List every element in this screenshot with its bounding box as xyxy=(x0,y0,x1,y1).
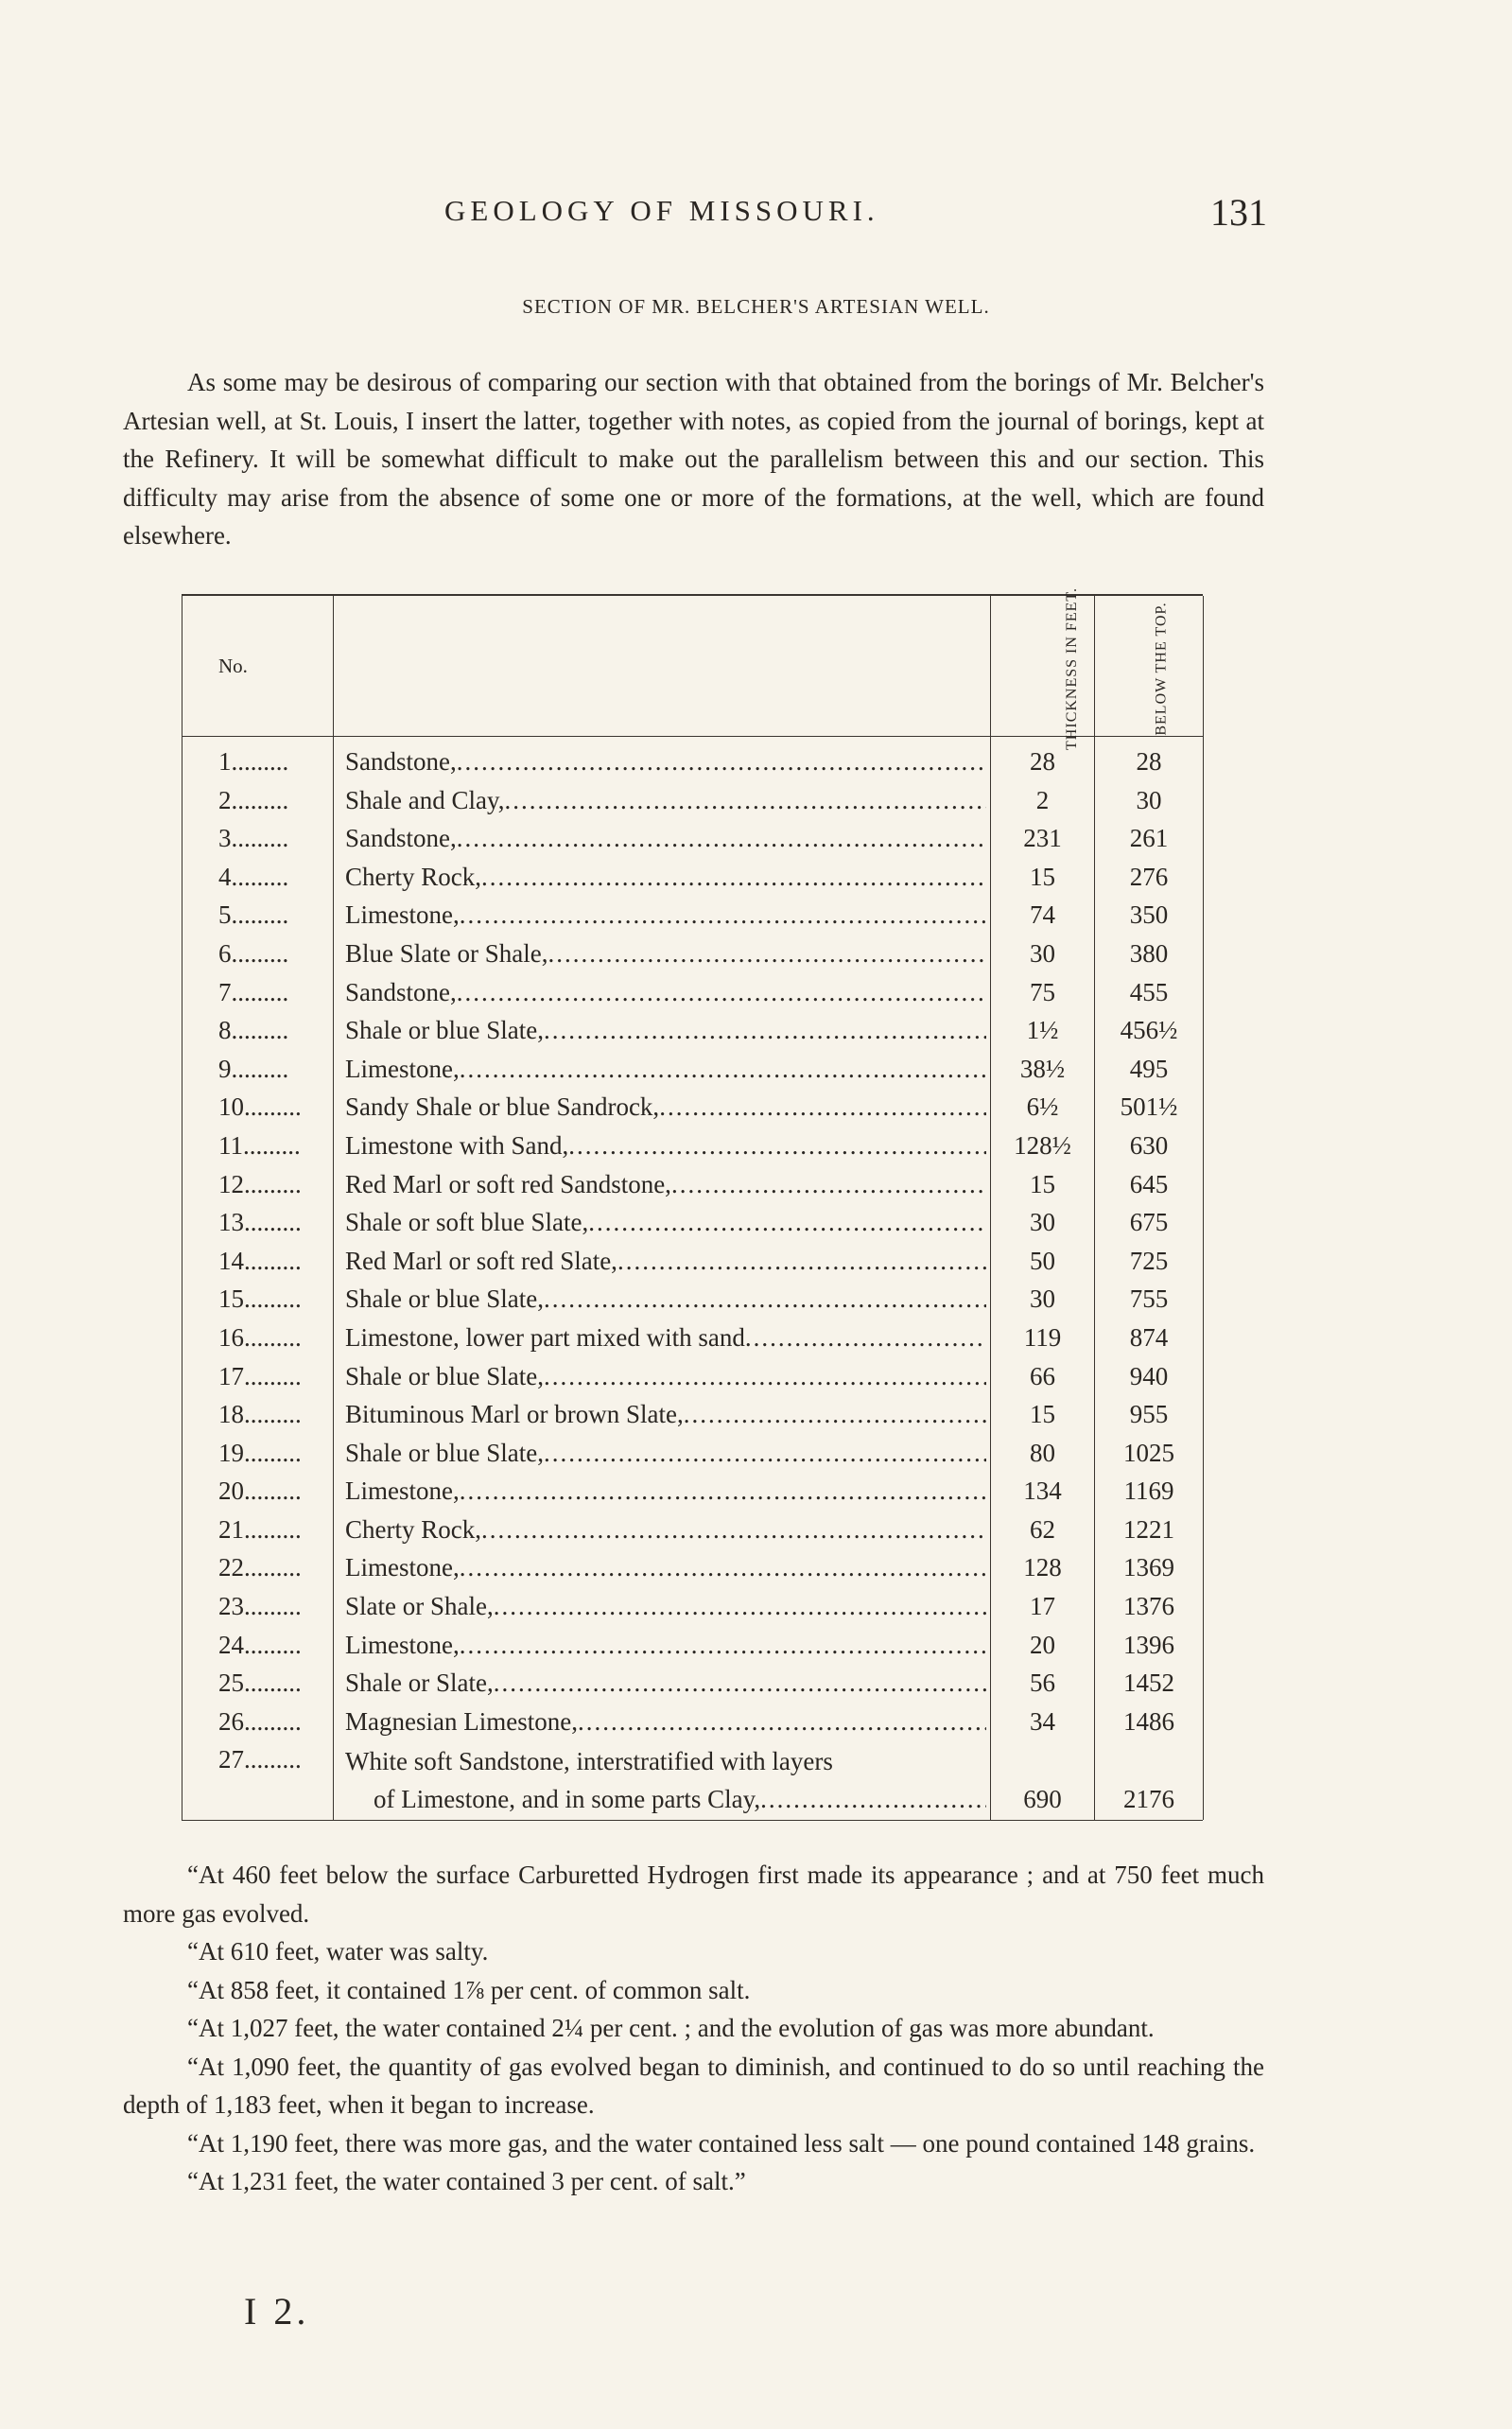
row-formation xyxy=(334,858,991,897)
row-number: 13......... xyxy=(182,1203,334,1242)
formation-label: Shale or soft blue Slate, xyxy=(345,1208,589,1237)
formation-wrap xyxy=(345,858,986,897)
table-row xyxy=(182,1242,1204,1281)
row-below-top: 1169 xyxy=(1095,1472,1204,1511)
row-thickness: 2 xyxy=(991,781,1095,820)
running-title: GEOLOGY OF MISSOURI. xyxy=(444,194,879,227)
row-formation xyxy=(334,973,991,1012)
row-formation xyxy=(334,781,991,820)
leader-dots xyxy=(504,781,986,820)
row-number-label: 25 xyxy=(218,1669,244,1698)
leader-dots xyxy=(544,1280,986,1319)
formation-wrap xyxy=(345,1395,986,1434)
row-number: 8......... xyxy=(182,1011,334,1050)
table-row xyxy=(182,1740,1204,1820)
note-paragraph: “At 1,231 feet, the water contained 3 per cent. of salt.” xyxy=(187,2167,746,2195)
row-below-top: 874 xyxy=(1095,1319,1204,1357)
row-formation xyxy=(334,1165,991,1204)
row-below-top: 955 xyxy=(1095,1395,1204,1434)
table-row xyxy=(182,737,1204,781)
leader-dots xyxy=(457,973,986,1012)
leader-dots xyxy=(547,935,986,973)
row-number-label: 9 xyxy=(218,1054,232,1083)
leader-dots xyxy=(460,1050,986,1089)
table-row xyxy=(182,1587,1204,1626)
row-number-label: 17 xyxy=(218,1361,244,1390)
leader-dots xyxy=(588,1203,986,1242)
formation-wrap xyxy=(345,1127,986,1165)
row-number: 27......... xyxy=(182,1740,334,1820)
table-body xyxy=(182,737,1204,1821)
row-number-label: 12 xyxy=(218,1169,244,1198)
row-formation xyxy=(334,1050,991,1089)
formation-label: Sandstone, xyxy=(345,824,457,853)
row-number-label: 3 xyxy=(218,824,232,853)
formation-wrap xyxy=(345,1242,986,1281)
well-section-table xyxy=(182,586,1203,1821)
intro-paragraph: As some may be desirous of comparing our section with that obtained from the borings of Mr. Belcher's Artesian well, at St. Louis, I insert the latter, together with notes, as copied from the journal of borings, kept at the Refinery. It will be somewhat difficult to make out the parallelism between this and our section. This difficulty may arise from the absence of some one or more of the formations, at the well, which are found elsewhere. xyxy=(123,368,1264,550)
row-formation xyxy=(334,1203,991,1242)
row-number: 22......... xyxy=(182,1548,334,1587)
table-row xyxy=(182,1011,1204,1050)
row-thickness: 50 xyxy=(991,1242,1095,1281)
leader-dots xyxy=(568,1127,986,1165)
formation-label: Limestone, xyxy=(345,1054,460,1083)
row-below-top: 456½ xyxy=(1095,1011,1204,1050)
row-formation xyxy=(334,935,991,973)
formation-label: Shale or blue Slate, xyxy=(345,1438,544,1467)
row-number-label: 24 xyxy=(218,1630,244,1659)
formation-label: Shale or blue Slate, xyxy=(345,1284,544,1314)
row-number-label: 10 xyxy=(218,1092,244,1122)
formation-wrap xyxy=(345,973,986,1012)
row-number: 20......... xyxy=(182,1472,334,1511)
row-below-top: 645 xyxy=(1095,1165,1204,1204)
row-below-top: 455 xyxy=(1095,973,1204,1012)
row-below-top: 1376 xyxy=(1095,1587,1204,1626)
row-below-top: 940 xyxy=(1095,1357,1204,1396)
formation-wrap xyxy=(345,819,986,858)
formation-wrap xyxy=(345,935,986,973)
formation-wrap xyxy=(345,1203,986,1242)
table-row xyxy=(182,1088,1204,1127)
formation-label: Sandstone, xyxy=(345,747,457,776)
table-row xyxy=(182,1703,1204,1741)
row-below-top: 1486 xyxy=(1095,1703,1204,1741)
header-no: No. xyxy=(182,596,334,737)
row-number-label: 21 xyxy=(218,1514,244,1544)
note-paragraph: “At 1,090 feet, the quantity of gas evolved began to diminish, and continued to do so until reaching the depth of 1,183 feet, when it began to increase. xyxy=(123,2052,1264,2119)
table-row xyxy=(182,1626,1204,1665)
row-number-label: 16 xyxy=(218,1322,244,1352)
table-row xyxy=(182,819,1204,858)
row-below-top: 1221 xyxy=(1095,1511,1204,1549)
header-thickness xyxy=(991,586,1095,750)
formation-line-2-wrap xyxy=(345,1780,986,1818)
row-number-label: 23 xyxy=(218,1592,244,1621)
formation-wrap xyxy=(345,1548,986,1587)
row-below-top: 28 xyxy=(1095,737,1204,781)
row-formation xyxy=(334,1127,991,1165)
row-formation xyxy=(334,737,991,781)
row-formation xyxy=(334,1703,991,1741)
leader-dots xyxy=(457,819,986,858)
row-below-top: 1025 xyxy=(1095,1434,1204,1473)
row-thickness: 34 xyxy=(991,1703,1095,1741)
header-below-top xyxy=(1095,596,1204,737)
row-number: 26......... xyxy=(182,1703,334,1741)
leader-dots xyxy=(544,1434,986,1473)
row-number-label: 27 xyxy=(218,1745,244,1774)
row-below-top: 1369 xyxy=(1095,1548,1204,1587)
leader-dots xyxy=(494,1587,986,1626)
row-thickness: 690 xyxy=(991,1740,1095,1820)
formation-wrap xyxy=(345,1587,986,1626)
leader-dots xyxy=(671,1165,986,1204)
leader-dots xyxy=(617,1242,986,1281)
row-thickness: 17 xyxy=(991,1587,1095,1626)
boring-notes xyxy=(123,1856,1264,2201)
row-number-label: 26 xyxy=(218,1706,244,1736)
formation-label: Cherty Rock, xyxy=(345,1514,481,1544)
row-number: 18......... xyxy=(182,1395,334,1434)
row-formation xyxy=(334,1548,991,1587)
row-number: 1......... xyxy=(182,737,334,781)
row-thickness: 62 xyxy=(991,1511,1095,1549)
table-row xyxy=(182,1319,1204,1357)
row-number-label: 1 xyxy=(218,747,232,776)
row-number: 5......... xyxy=(182,896,334,935)
formation-wrap xyxy=(345,1011,986,1050)
leader-dots xyxy=(578,1703,986,1741)
formation-wrap xyxy=(345,1664,986,1703)
row-below-top: 495 xyxy=(1095,1050,1204,1089)
row-below-top: 2176 xyxy=(1095,1740,1204,1820)
table-row xyxy=(182,1548,1204,1587)
table-header-row xyxy=(182,596,1204,737)
formation-label: Limestone, lower part mixed with sand xyxy=(345,1322,745,1352)
running-head xyxy=(123,191,1267,241)
row-below-top: 1396 xyxy=(1095,1626,1204,1665)
row-thickness: 128 xyxy=(991,1548,1095,1587)
row-below-top: 755 xyxy=(1095,1280,1204,1319)
row-number: 15......... xyxy=(182,1280,334,1319)
note-paragraph: “At 858 feet, it contained 1⅞ per cent. of common salt. xyxy=(187,1975,751,2004)
row-thickness: 128½ xyxy=(991,1127,1095,1165)
formation-label: Limestone, xyxy=(345,1630,460,1659)
formation-wrap xyxy=(345,1703,986,1741)
row-number-label: 8 xyxy=(218,1016,232,1045)
row-thickness: 1½ xyxy=(991,1011,1095,1050)
row-formation xyxy=(334,1587,991,1626)
row-number-label: 13 xyxy=(218,1208,244,1237)
leader-dots xyxy=(684,1395,986,1434)
row-formation xyxy=(334,1011,991,1050)
row-number-label: 11 xyxy=(218,1130,243,1160)
header-below-top-label: BELOW THE TOP. xyxy=(1153,601,1170,736)
formation-label: Sandstone, xyxy=(345,977,457,1006)
row-thickness: 6½ xyxy=(991,1088,1095,1127)
leader-dots xyxy=(494,1664,986,1703)
row-thickness: 28 xyxy=(991,737,1095,781)
note-paragraph: “At 1,027 feet, the water contained 2¼ per cent. ; and the evolution of gas was more abundant. xyxy=(187,2014,1155,2042)
table-row xyxy=(182,1357,1204,1396)
row-number-label: 22 xyxy=(218,1553,244,1582)
table-row xyxy=(182,1664,1204,1703)
table-row xyxy=(182,1050,1204,1089)
table-row xyxy=(182,858,1204,897)
table-row xyxy=(182,973,1204,1012)
row-below-top: 380 xyxy=(1095,935,1204,973)
row-formation xyxy=(334,1242,991,1281)
formation-label: Limestone, xyxy=(345,1477,460,1506)
row-number-label: 4 xyxy=(218,862,232,891)
page-number: 131 xyxy=(1210,191,1267,234)
formation-label: Slate or Shale, xyxy=(345,1592,494,1621)
row-number: 25......... xyxy=(182,1664,334,1703)
row-formation xyxy=(334,1319,991,1357)
row-formation xyxy=(334,819,991,858)
row-thickness: 56 xyxy=(991,1664,1095,1703)
formation-label: Shale or Slate, xyxy=(345,1669,494,1698)
row-formation xyxy=(334,1280,991,1319)
leader-dots xyxy=(460,1626,986,1665)
section-heading: SECTION OF MR. BELCHER'S ARTESIAN WELL. xyxy=(522,295,990,318)
row-number: 12......... xyxy=(182,1165,334,1204)
row-formation xyxy=(334,1511,991,1549)
row-thickness: 15 xyxy=(991,858,1095,897)
row-thickness: 74 xyxy=(991,896,1095,935)
row-formation xyxy=(334,1472,991,1511)
row-thickness: 38½ xyxy=(991,1050,1095,1089)
formation-wrap xyxy=(345,743,986,781)
table-row xyxy=(182,1472,1204,1511)
formation-label: Cherty Rock, xyxy=(345,862,481,891)
row-number: 16......... xyxy=(182,1319,334,1357)
leader-dots xyxy=(659,1088,986,1127)
row-number-label: 19 xyxy=(218,1438,244,1467)
row-thickness: 30 xyxy=(991,935,1095,973)
row-number-label: 20 xyxy=(218,1477,244,1506)
row-number-label: 5 xyxy=(218,900,232,930)
row-formation xyxy=(334,1395,991,1434)
row-thickness: 30 xyxy=(991,1203,1095,1242)
table-row xyxy=(182,1395,1204,1434)
row-number: 17......... xyxy=(182,1357,334,1396)
row-thickness: 134 xyxy=(991,1472,1095,1511)
row-formation xyxy=(334,1088,991,1127)
row-thickness: 15 xyxy=(991,1395,1095,1434)
leader-dots xyxy=(544,1011,986,1050)
row-number-label: 7 xyxy=(218,977,232,1006)
row-number-label: 14 xyxy=(218,1246,244,1275)
leader-dots xyxy=(457,743,986,781)
formation-label: Blue Slate or Shale, xyxy=(345,938,548,968)
row-number: 3......... xyxy=(182,819,334,858)
leader-dots xyxy=(481,1511,986,1549)
row-below-top: 675 xyxy=(1095,1203,1204,1242)
row-formation xyxy=(334,1357,991,1396)
row-number-label: 18 xyxy=(218,1400,244,1429)
leader-dots xyxy=(460,1548,986,1587)
formation-label: Shale or blue Slate, xyxy=(345,1016,544,1045)
note-paragraph: “At 460 feet below the surface Carburetted Hydrogen first made its appearance ; and at 750 feet much more gas evolved. xyxy=(123,1861,1264,1928)
formation-wrap xyxy=(345,1472,986,1511)
formation-label: Shale and Clay, xyxy=(345,785,505,814)
formation-wrap xyxy=(345,781,986,820)
row-below-top: 350 xyxy=(1095,896,1204,935)
row-thickness: 20 xyxy=(991,1626,1095,1665)
leader-dots xyxy=(745,1319,986,1357)
formation-wrap xyxy=(345,1165,986,1204)
formation-wrap xyxy=(345,1434,986,1473)
formation-wrap xyxy=(345,1626,986,1665)
row-number: 24......... xyxy=(182,1626,334,1665)
formation-line-2: of Limestone, and in some parts Clay, xyxy=(374,1785,761,1814)
row-below-top: 725 xyxy=(1095,1242,1204,1281)
formation-label: Limestone, xyxy=(345,1553,460,1582)
table-row xyxy=(182,1165,1204,1204)
formation-line-1: White soft Sandstone, interstratified with layers xyxy=(345,1747,833,1776)
row-number: 6......... xyxy=(182,935,334,973)
leader-dots xyxy=(460,1472,986,1511)
row-number: 21......... xyxy=(182,1511,334,1549)
row-below-top: 501½ xyxy=(1095,1088,1204,1127)
row-number: 11......... xyxy=(182,1127,334,1165)
table-row xyxy=(182,1127,1204,1165)
row-thickness: 75 xyxy=(991,973,1095,1012)
leader-dots xyxy=(544,1357,986,1396)
row-thickness: 15 xyxy=(991,1165,1095,1204)
table-row xyxy=(182,896,1204,935)
row-formation xyxy=(334,1740,991,1820)
row-below-top: 261 xyxy=(1095,819,1204,858)
formation-label: Limestone, xyxy=(345,900,460,930)
formation-label: Red Marl or soft red Slate, xyxy=(345,1246,617,1275)
formation-label: Sandy Shale or blue Sandrock, xyxy=(345,1092,660,1122)
table-row xyxy=(182,935,1204,973)
row-number: 9......... xyxy=(182,1050,334,1089)
row-number-label: 6 xyxy=(218,938,232,968)
row-formation xyxy=(334,1664,991,1703)
row-number: 7......... xyxy=(182,973,334,1012)
formation-wrap xyxy=(345,1280,986,1319)
leader-dots xyxy=(460,896,986,935)
row-number-label: 15 xyxy=(218,1284,244,1314)
row-number: 2......... xyxy=(182,781,334,820)
row-number: 4......... xyxy=(182,858,334,897)
formation-label: Red Marl or soft red Sandstone, xyxy=(345,1169,671,1198)
table-row xyxy=(182,1511,1204,1549)
leader-dots xyxy=(760,1780,986,1818)
formation-label: Limestone with Sand, xyxy=(345,1130,569,1160)
formation-wrap xyxy=(345,896,986,935)
row-below-top: 276 xyxy=(1095,858,1204,897)
table-row xyxy=(182,1203,1204,1242)
formation-wrap xyxy=(345,1088,986,1127)
row-thickness: 231 xyxy=(991,819,1095,858)
note-paragraph: “At 1,190 feet, there was more gas, and the water contained less salt — one pound contained 148 grains. xyxy=(187,2128,1256,2158)
row-number: 19......... xyxy=(182,1434,334,1473)
row-thickness: 80 xyxy=(991,1434,1095,1473)
row-number: 14......... xyxy=(182,1242,334,1281)
note-paragraph: “At 610 feet, water was salty. xyxy=(187,1937,489,1966)
row-formation xyxy=(334,1434,991,1473)
header-formation xyxy=(334,596,991,737)
leader-dots xyxy=(481,858,986,897)
table-row xyxy=(182,781,1204,820)
table-row xyxy=(182,1434,1204,1473)
formation-label: Shale or blue Slate, xyxy=(345,1361,544,1390)
row-below-top: 630 xyxy=(1095,1127,1204,1165)
formation-wrap xyxy=(345,1319,986,1357)
table-row xyxy=(182,1280,1204,1319)
row-number-label: 2 xyxy=(218,785,232,814)
row-number: 23......... xyxy=(182,1587,334,1626)
row-formation xyxy=(334,896,991,935)
formation-label: Magnesian Limestone, xyxy=(345,1706,578,1736)
formation-wrap xyxy=(345,1357,986,1396)
formation-wrap xyxy=(345,1511,986,1549)
row-thickness: 30 xyxy=(991,1280,1095,1319)
row-thickness: 119 xyxy=(991,1319,1095,1357)
row-below-top: 1452 xyxy=(1095,1664,1204,1703)
row-formation xyxy=(334,1626,991,1665)
row-number: 10......... xyxy=(182,1088,334,1127)
signature-mark: I 2. xyxy=(244,2290,310,2333)
formation-wrap xyxy=(345,1050,986,1089)
header-thickness-label: THICKNESS IN FEET. xyxy=(1063,586,1080,750)
row-below-top: 30 xyxy=(1095,781,1204,820)
row-thickness: 66 xyxy=(991,1357,1095,1396)
formation-label: Bituminous Marl or brown Slate, xyxy=(345,1400,684,1429)
